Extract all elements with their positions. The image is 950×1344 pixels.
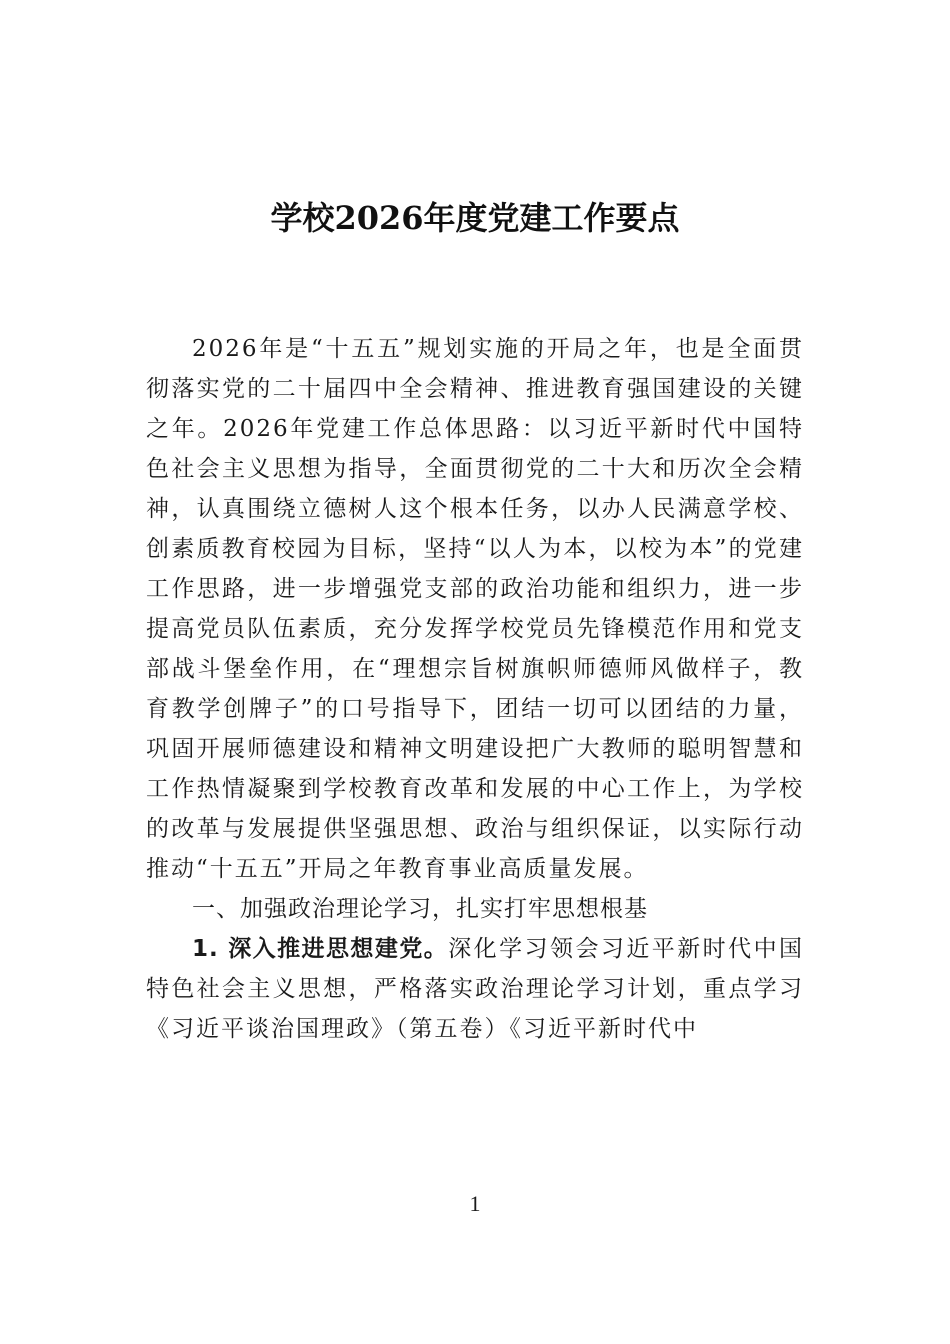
item-text-1: 深化学习领会习近平新时代中国特色社会主义思想，严格落实政治理论学习计划，重点学习《习近平谈治国理政》（第五卷）《习近平新时代中 (146, 936, 805, 1042)
intro-paragraph: 2026年是“十五五”规划实施的开局之年，也是全面贯彻落实党的二十届四中全会精神、推进教育强国建设的关键之年。2026年党建工作总体思路：以习近平新时代中国特色社会主义思想为指导，全面贯彻党的二十大和历次全会精神，认真围绕立德树人这个根本任务，以办人民满意学校、创素质教育校园为目标，坚持“以人为本，以校为本”的党建工作思路，进一步增强党支部的政治功能和组织力，进一步提高党员队伍素质，充分发挥学校党员先锋模范作用和党支部战斗堡垒作用，在“理想宗旨树旗帜师德师风做样子，教育教学创牌子”的口号指导下，团结一切可以团结的力量，巩固开展师德建设和精神文明建设把广大教师的聪明智慧和工作热情凝聚到学校教育改革和发展的中心工作上，为学校的改革与发展提供坚强思想、政治与组织保证，以实际行动推动“十五五”开局之年教育事业高质量发展。 (146, 336, 804, 882)
section-heading-1: 一、加强政治理论学习，扎实打牢思想根基 (192, 896, 648, 922)
document-title: 学校2026年度党建工作要点 (270, 199, 680, 237)
document-body (146, 329, 804, 1049)
item-paragraph-1 (146, 929, 804, 1049)
page-number: 1 (469, 1191, 481, 1216)
item-lead-1: 1. 深入推进思想建党。 (192, 936, 449, 962)
